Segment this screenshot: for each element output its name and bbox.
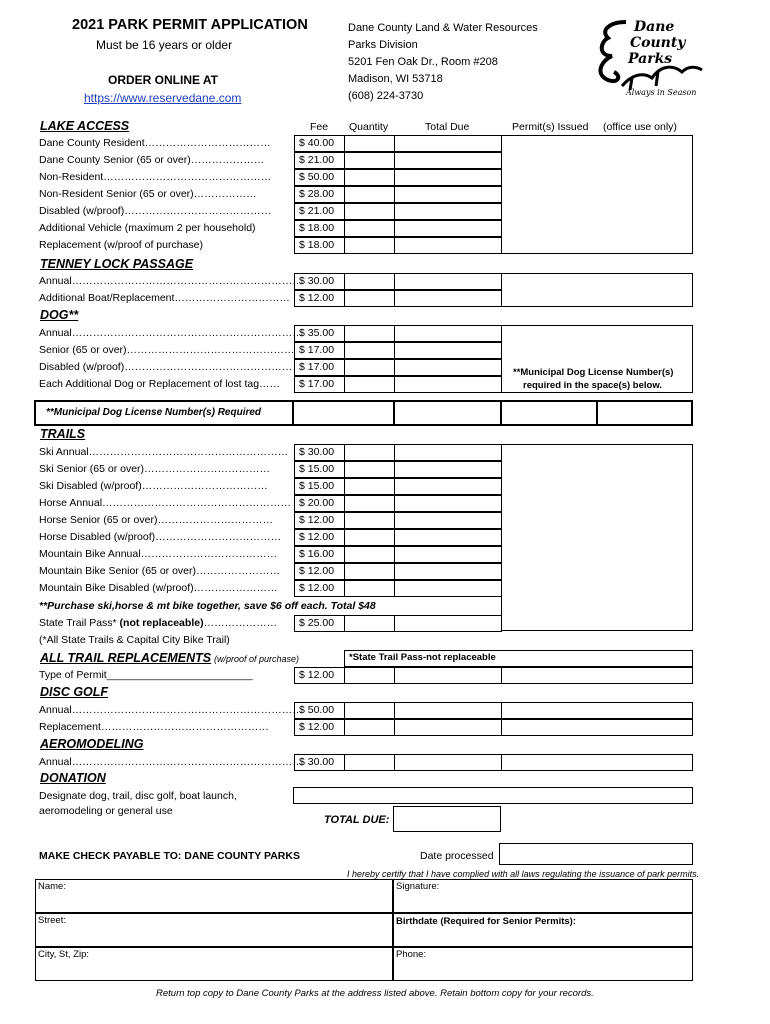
total-field[interactable]	[394, 290, 502, 307]
item-label: Ski Annual…………………………………………………	[39, 446, 289, 458]
trail-replacements-title: ALL TRAIL REPLACEMENTS	[40, 651, 212, 665]
col-permits-issued: Permit(s) Issued	[512, 121, 589, 133]
total-field[interactable]	[394, 220, 502, 237]
city-label: City, St, Zip:	[38, 949, 90, 960]
quantity-field[interactable]	[344, 203, 395, 220]
item-label: Additional Vehicle (maximum 2 per household)	[39, 222, 256, 234]
fee-cell: $ 12.00	[294, 667, 345, 684]
item-label: Mountain Bike Senior (65 or over)……………………	[39, 565, 280, 577]
quantity-field[interactable]	[344, 546, 395, 563]
fee-cell: $ 17.00	[294, 342, 345, 359]
quantity-field[interactable]	[344, 290, 395, 307]
total-field[interactable]	[394, 152, 502, 169]
section-tenney-lock: TENNEY LOCK PASSAGE	[40, 257, 194, 271]
col-total-due: Total Due	[425, 121, 470, 133]
dog-license-row-label: **Municipal Dog License Number(s) Required	[46, 407, 262, 418]
office-use-box	[501, 719, 693, 736]
phone-label: Phone:	[396, 949, 427, 960]
office-use-box	[501, 273, 693, 307]
item-label: Disabled (w/proof)…………………………………………	[39, 361, 293, 373]
section-lake-access: LAKE ACCESS	[40, 119, 130, 133]
divider	[596, 400, 598, 426]
total-field[interactable]	[394, 376, 502, 393]
combo-note: **Purchase ski,horse & mt bike together, save $6 off each. Total $48	[39, 600, 376, 612]
total-field[interactable]	[394, 237, 502, 254]
fee-cell: $ 30.00	[294, 273, 345, 290]
section-trail-replacements	[40, 651, 299, 665]
fee-cell: $ 50.00	[294, 169, 345, 186]
fee-cell: $ 16.00	[294, 546, 345, 563]
office-use-box	[501, 667, 693, 684]
quantity-field[interactable]	[344, 169, 395, 186]
certification-note: I hereby certify that I have complied with all laws regulating the issuance of park permits.	[347, 869, 700, 879]
item-label: Annual…………………………………………………………	[39, 756, 303, 768]
item-label: Mountain Bike Annual…………………………………	[39, 548, 278, 560]
quantity-field[interactable]	[344, 444, 395, 461]
date-processed-label: Date processed	[420, 850, 494, 862]
item-label: Horse Disabled (w/proof)………………………………	[39, 531, 282, 543]
fee-cell: $ 30.00	[294, 754, 345, 771]
state-pass-not-replaceable-note: *State Trail Pass-not replaceable	[349, 652, 496, 663]
order-online-label: ORDER ONLINE AT	[108, 73, 218, 87]
col-office-use: (office use only)	[603, 121, 677, 133]
section-donation: DONATION	[40, 771, 106, 785]
quantity-field[interactable]	[344, 376, 395, 393]
fee-cell: $ 12.00	[294, 580, 345, 597]
total-due-field[interactable]	[393, 806, 501, 832]
logo-word-dane: Dane	[634, 19, 675, 35]
total-field[interactable]	[394, 512, 502, 529]
street-field[interactable]	[35, 913, 393, 947]
office-use-box	[501, 754, 693, 771]
item-label: Annual…………………………………………………………	[39, 327, 303, 339]
logo-tagline: Always in Season	[626, 88, 697, 97]
logo-word-parks: Parks	[628, 51, 673, 67]
signature-label: Signature:	[396, 881, 440, 892]
quantity-field[interactable]	[344, 186, 395, 203]
section-aeromodeling: AEROMODELING	[40, 737, 144, 751]
total-field[interactable]	[394, 667, 502, 684]
section-disc-golf: DISC GOLF	[40, 685, 109, 699]
fee-cell: $ 21.00	[294, 203, 345, 220]
fee-cell: $ 17.00	[294, 376, 345, 393]
name-field[interactable]	[35, 879, 393, 913]
item-label: Dane County Senior (65 or over)…………………	[39, 154, 265, 166]
donation-desc-2: aeromodeling or general use	[39, 805, 173, 817]
divider	[500, 400, 502, 426]
fee-cell: $ 21.00	[294, 152, 345, 169]
total-field[interactable]	[394, 580, 502, 597]
birthdate-label: Birthdate (Required for Senior Permits):	[396, 916, 576, 927]
fee-cell: $ 17.00	[294, 359, 345, 376]
dog-license-field-3[interactable]	[503, 402, 595, 424]
quantity-field[interactable]	[344, 580, 395, 597]
fee-cell: $ 12.00	[294, 563, 345, 580]
type-of-permit-field[interactable]: Type of Permit_________________________	[39, 669, 253, 681]
total-field[interactable]	[394, 563, 502, 580]
item-label: Annual…………………………………………………………	[39, 704, 303, 716]
donation-field[interactable]	[293, 787, 693, 804]
item-label: Disabled (w/proof)……………………………………	[39, 205, 272, 217]
item-label: Ski Senior (65 or over)………………………………	[39, 463, 271, 475]
total-field[interactable]	[394, 203, 502, 220]
office-use-box	[501, 702, 693, 719]
total-field[interactable]	[394, 478, 502, 495]
item-label: Ski Disabled (w/proof)………………………………	[39, 480, 268, 492]
total-field[interactable]	[394, 325, 502, 342]
total-field[interactable]	[394, 546, 502, 563]
total-field[interactable]	[394, 529, 502, 546]
state-pass-text: State Trail Pass*	[39, 617, 120, 629]
item-label: Dane County Resident………………………………	[39, 137, 271, 149]
state-pass-note: (*All State Trails & Capital City Bike Trail)	[39, 634, 230, 646]
total-field[interactable]	[394, 186, 502, 203]
quantity-field[interactable]	[344, 461, 395, 478]
quantity-field[interactable]	[344, 754, 395, 771]
org-street: 5201 Fen Oak Dr., Room #208	[348, 56, 498, 68]
form-title: 2021 PARK PERMIT APPLICATION	[72, 17, 308, 33]
item-label: Each Additional Dog or Replacement of lost tag……	[39, 378, 281, 390]
total-field[interactable]	[394, 702, 502, 719]
total-due-label: TOTAL DUE:	[324, 814, 390, 826]
divider	[393, 400, 395, 426]
quantity-field[interactable]	[344, 478, 395, 495]
quantity-field[interactable]	[344, 667, 395, 684]
dog-license-note-2: required in the space(s) below.	[523, 380, 663, 391]
trail-replacements-proof: (w/proof of purchase)	[214, 654, 300, 664]
total-field[interactable]	[394, 273, 502, 290]
fee-cell: $ 18.00	[294, 237, 345, 254]
item-label: Horse Senior (65 or over)……………………………	[39, 514, 273, 526]
total-field[interactable]	[394, 754, 502, 771]
divider	[292, 400, 294, 426]
quantity-field[interactable]	[344, 495, 395, 512]
quantity-field[interactable]	[344, 152, 395, 169]
col-fee: Fee	[310, 121, 329, 133]
org-city: Madison, WI 53718	[348, 73, 443, 85]
total-field[interactable]	[394, 342, 502, 359]
item-label: Mountain Bike Disabled (w/proof)……………………	[39, 582, 278, 594]
section-dog: DOG**	[40, 308, 79, 322]
quantity-field[interactable]	[344, 719, 395, 736]
fee-cell: $ 50.00	[294, 702, 345, 719]
state-pass-not-replaceable: (not replaceable)	[119, 617, 204, 629]
total-field[interactable]	[394, 495, 502, 512]
age-note: Must be 16 years or older	[96, 38, 233, 52]
street-label: Street:	[38, 915, 66, 926]
fee-cell: $ 20.00	[294, 495, 345, 512]
fee-cell: $ 35.00	[294, 325, 345, 342]
fee-cell: $ 12.00	[294, 290, 345, 307]
fee-cell: $ 12.00	[294, 512, 345, 529]
quantity-field[interactable]	[344, 325, 395, 342]
quantity-field[interactable]	[344, 237, 395, 254]
total-field[interactable]	[394, 135, 502, 152]
total-field[interactable]	[394, 359, 502, 376]
item-label: Non-Resident…………………………………………	[39, 171, 272, 183]
office-use-box	[501, 135, 693, 254]
payable-note: MAKE CHECK PAYABLE TO: DANE COUNTY PARKS	[39, 850, 300, 862]
quantity-field[interactable]	[344, 563, 395, 580]
item-label: Non-Resident Senior (65 or over)………………	[39, 188, 257, 200]
item-label: Additional Boat/Replacement……………………………	[39, 292, 290, 304]
fee-cell: $ 12.00	[294, 719, 345, 736]
footer-note: Return top copy to Dane County Parks at the address listed above. Retain bottom copy for your records.	[156, 988, 594, 999]
dog-license-note: **Municipal Dog License Number(s)	[513, 367, 674, 378]
dog-license-field-1[interactable]	[295, 402, 392, 424]
fee-cell: $ 18.00	[294, 220, 345, 237]
fee-cell: $ 15.00	[294, 461, 345, 478]
quantity-field[interactable]	[344, 273, 395, 290]
total-field[interactable]	[394, 719, 502, 736]
org-phone: (608) 224-3730	[348, 90, 424, 102]
fee-cell: $ 25.00	[294, 615, 345, 632]
name-label: Name:	[38, 881, 66, 892]
total-field[interactable]	[394, 461, 502, 478]
quantity-field[interactable]	[344, 615, 395, 632]
quantity-field[interactable]	[344, 529, 395, 546]
fee-cell: $ 12.00	[294, 529, 345, 546]
reservation-link[interactable]: https://www.reservedane.com	[84, 91, 242, 105]
quantity-field[interactable]	[344, 135, 395, 152]
dane-county-parks-logo	[592, 16, 707, 106]
fee-cell: $ 28.00	[294, 186, 345, 203]
fee-cell: $ 40.00	[294, 135, 345, 152]
dog-license-field-4[interactable]	[599, 402, 691, 424]
total-field[interactable]	[394, 444, 502, 461]
donation-desc-1: Designate dog, trail, disc golf, boat launch,	[39, 790, 237, 802]
quantity-field[interactable]	[344, 702, 395, 719]
state-pass-label	[39, 617, 277, 629]
quantity-field[interactable]	[344, 220, 395, 237]
quantity-field[interactable]	[344, 359, 395, 376]
org-name: Dane County Land & Water Resources	[348, 22, 538, 34]
total-field[interactable]	[394, 615, 502, 632]
item-label: Horse Annual………………………………………………	[39, 497, 292, 509]
quantity-field[interactable]	[344, 512, 395, 529]
quantity-field[interactable]	[344, 342, 395, 359]
item-label: Replacement…………………………………………	[39, 721, 269, 733]
office-use-box	[501, 444, 693, 631]
item-label: Replacement (w/proof of purchase)	[39, 239, 203, 251]
logo-word-county: County	[630, 35, 686, 51]
item-label: Senior (65 or over)…………………………………………	[39, 344, 295, 356]
org-division: Parks Division	[348, 39, 418, 51]
date-processed-field[interactable]	[499, 843, 693, 865]
fee-cell: $ 15.00	[294, 478, 345, 495]
phone-field[interactable]	[393, 947, 693, 981]
item-label: Annual…………………………………………………………	[39, 275, 303, 287]
dog-license-field-2[interactable]	[396, 402, 499, 424]
fee-cell: $ 30.00	[294, 444, 345, 461]
org-address	[348, 20, 538, 105]
section-trails: TRAILS	[40, 427, 86, 441]
total-field[interactable]	[394, 169, 502, 186]
state-pass-dots: …………………	[203, 617, 278, 629]
col-quantity: Quantity	[349, 121, 389, 133]
